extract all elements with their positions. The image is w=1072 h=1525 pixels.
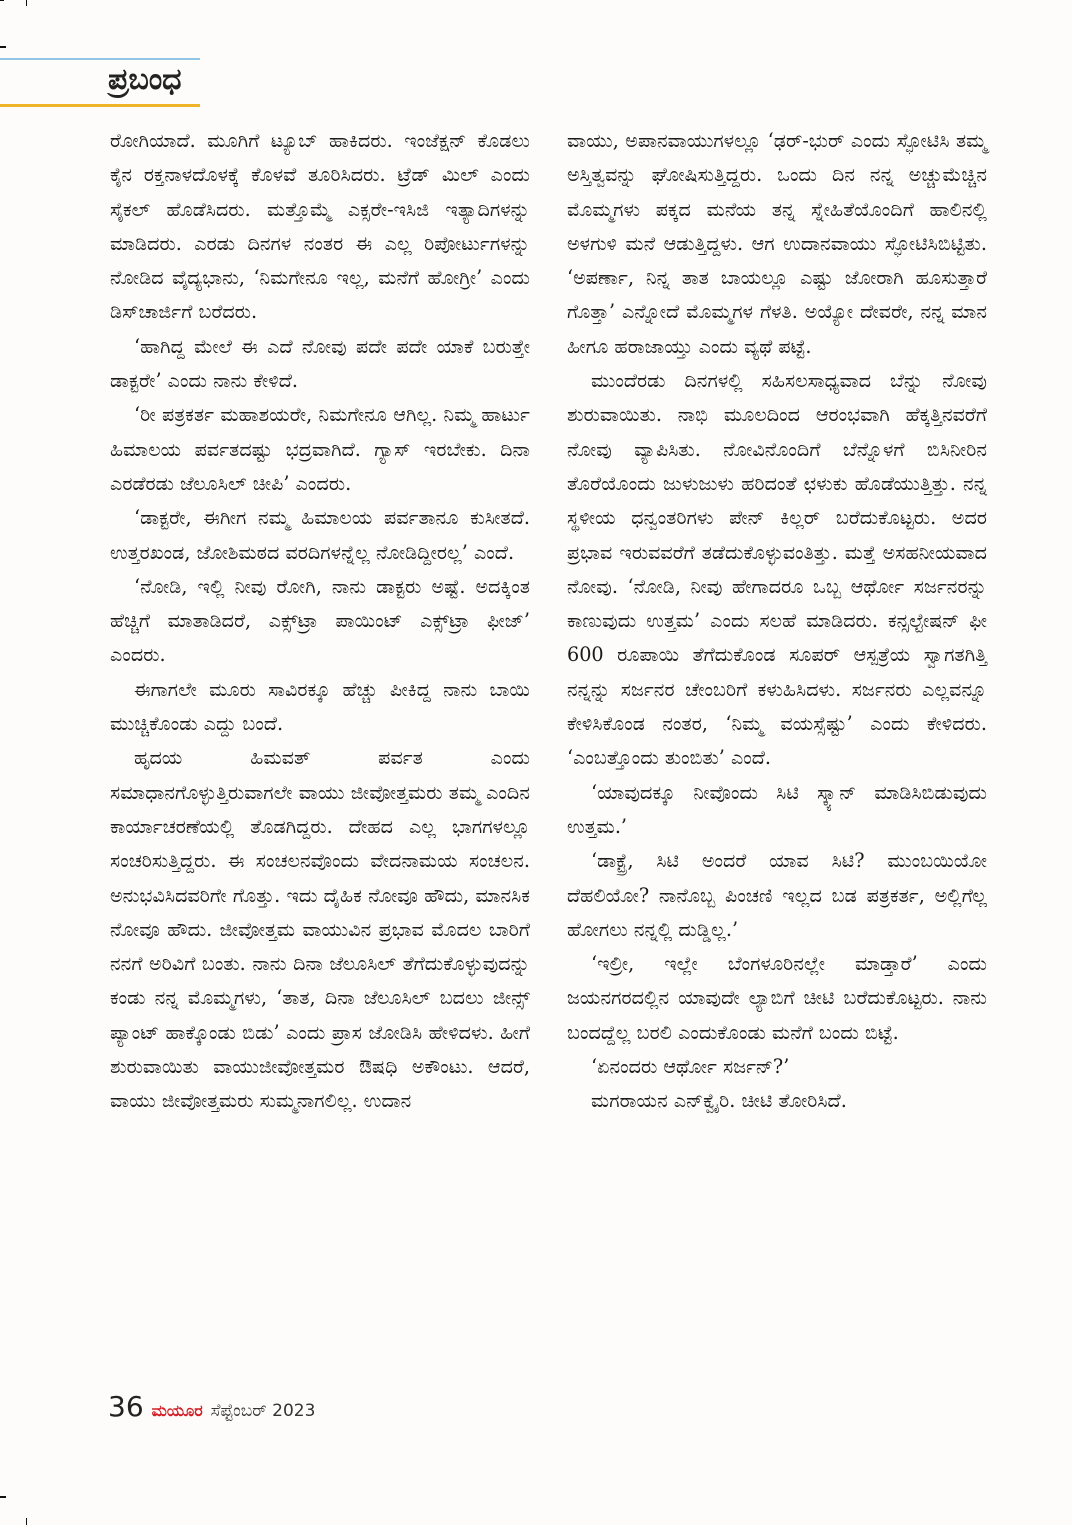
- article-column-right: [567, 124, 987, 1119]
- article-paragraph: ಈಗಾಗಲೇ ಮೂರು ಸಾವಿರಕ್ಕೂ ಹೆಚ್ಚು ಪೀಕಿದ್ದ ನಾನು ಬಾಯಿ ಮುಚ್ಚಿಕೊಂಡು ಎದ್ದು ಬಂದೆ.: [110, 677, 530, 736]
- article-paragraph: ಹೃದಯ ಹಿಮವತ್ ಪರ್ವತ ಎಂದು ಸಮಾಧಾನಗೊಳ್ಳುತ್ತಿರುವಾಗಲೇ ವಾಯು ಜೀವೋತ್ತಮರು ತಮ್ಮ ಎಂದಿನ ಕಾರ್ಯಾಚರಣೆಯಲ್ಲಿ ತೊಡಗಿದ್ದರು. ದೇಹದ ಎಲ್ಲ ಭಾಗಗಳಲ್ಲೂ ಸಂಚರಿಸುತ್ತಿದ್ದರು. ಈ ಸಂಚಲನವೊಂದು ವೇದನಾಮಯ ಸಂಚಲನ. ಅನುಭವಿಸಿದವರಿಗೇ ಗೊತ್ತು. ಇದು ದೈಹಿಕ ನೋವೂ ಹೌದು, ಮಾನಸಿಕ ನೋವೂ ಹೌದು. ಜೀವೋತ್ತಮ ವಾಯುವಿನ ಪ್ರಭಾವ ಮೊದಲ ಬಾರಿಗೆ ನನಗೆ ಅರಿವಿಗೆ ಬಂತು. ನಾನು ದಿನಾ ಜೆಲೂಸಿಲ್ ತೆಗೆದುಕೊಳ್ಳುವುದನ್ನು ಕಂಡು ನನ್ನ ಮೊಮ್ಮಗಳು, ‘ತಾತ, ದಿನಾ ಜೆಲೂಸಿಲ್ ಬದಲು ಜೀನ್ಸ್ ಪ್ಯಾಂಟ್ ಹಾಕ್ಕೊಂಡು ಬಿಡು’ ಎಂದು ಪ್ರಾಸ ಜೋಡಿಸಿ ಹೇಳಿದಳು. ಹೀಗೆ ಶುರುವಾಯಿತು ವಾಯುಜೀವೋತ್ತಮರ ಔಷಧಿ ಅಕೌಂಟು. ಆದರೆ, ವಾಯು ಜೀವೋತ್ತಮರು ಸುಮ್ಮನಾಗಲಿಲ್ಲ. ಉದಾನ: [110, 746, 530, 1113]
- crop-mark: [26, 1518, 27, 1525]
- article-paragraph: ‘ಏನಂದರು ಆರ್ಥೋ ಸರ್ಜನ್?’: [591, 1055, 790, 1079]
- article-paragraph: ಮಗರಾಯನ ಎನ್‌ಕ್ವೈರಿ. ಚೀಟಿ ತೋರಿಸಿದೆ.: [591, 1089, 847, 1113]
- crop-mark: [0, 46, 6, 48]
- crop-mark: [0, 1496, 6, 1498]
- article-paragraph: ‘ಇಲ್ರೀ, ಇಲ್ಲೇ ಬೆಂಗಳೂರಿನಲ್ಲೇ ಮಾಡ್ತಾರೆ’ ಎಂದು ಜಯನಗರದಲ್ಲಿನ ಯಾವುದೇ ಲ್ಯಾಬಿಗೆ ಚೀಟಿ ಬರೆದುಕೊಟ್ಟರು. ನಾನು ಬಂದದ್ದೆಲ್ಲ ಬರಲಿ ಎಂದುಕೊಂಡು ಮನೆಗೆ ಬಂದು ಬಿಟ್ಟೆ.: [567, 952, 987, 1044]
- article-paragraph: ‘ಡಾಕ್ಟ್ರೆ, ಸಿಟಿ ಅಂದರೆ ಯಾವ ಸಿಟಿ? ಮುಂಬಯಿಯೋ ದೆಹಲಿಯೋ? ನಾನೊಬ್ಬ ಪಿಂಚಣಿ ಇಲ್ಲದ ಬಡ ಪತ್ರಕರ್ತ, ಅಲ್ಲಿಗೆಲ್ಲ ಹೋಗಲು ನನ್ನಲ್ಲಿ ದುಡ್ಡಿಲ್ಲ.’: [567, 849, 987, 941]
- crop-mark: [26, 0, 27, 6]
- page-footer: [108, 1390, 315, 1423]
- crop-mark: [0, 0, 4, 1]
- article-paragraph: ‘ಹಾಗಿದ್ದ ಮೇಲೆ ಈ ಎದೆ ನೋವು ಪದೇ ಪದೇ ಯಾಕೆ ಬರುತ್ತೇ ಡಾಕ್ಟರೇ’ ಎಂದು ನಾನು ಕೇಳಿದೆ.: [110, 334, 530, 393]
- section-rule-top: [0, 58, 200, 60]
- article-paragraph: ‘ಡಾಕ್ಟರೇ, ಈಗೀಗ ನಮ್ಮ ಹಿಮಾಲಯ ಪರ್ವತಾನೂ ಕುಸೀತದೆ. ಉತ್ತರಖಂಡ, ಜೋಶಿಮಠದ ವರದಿಗಳನ್ನೆಲ್ಲ ನೋಡಿದ್ದೀರಲ್ಲ’ ಎಂದೆ.: [110, 506, 530, 564]
- section-title: ಪ್ರಬಂಧ: [108, 62, 182, 97]
- page-number: 36: [108, 1390, 144, 1423]
- article-paragraph: ರೋಗಿಯಾದೆ. ಮೂಗಿಗೆ ಟ್ಯೂಬ್ ಹಾಕಿದರು. ಇಂಜೆಕ್ಷನ್ ಕೊಡಲು ಕೈನ ರಕ್ತನಾಳದೊಳಕ್ಕೆ ಕೊಳವೆ ತೂರಿಸಿದರು. ಟ್ರೆಡ್ ಮಿಲ್ ಎಂದು ಸೈಕಲ್ ಹೊಡೆಸಿದರು. ಮತ್ತೊಮ್ಮೆ ಎಕ್ಸರೇ-ಇಸಿಜಿ ಇತ್ಯಾದಿಗಳನ್ನು ಮಾಡಿದರು. ಎರಡು ದಿನಗಳ ನಂತರ ಈ ಎಲ್ಲ ರಿಪೋರ್ಟುಗಳನ್ನು ನೋಡಿದ ವೈದ್ಯಭಾನು, ‘ನಿಮಗೇನೂ ಇಲ್ಲ, ಮನೆಗೆ ಹೋಗ್ರೀ’ ಎಂದು ಡಿಸ್‌ಚಾರ್ಜಿಗೆ ಬರೆದರು.: [110, 129, 530, 324]
- section-rule-bottom: [0, 104, 200, 107]
- article-paragraph: ‘ನೋಡಿ, ಇಲ್ಲಿ ನೀವು ರೋಗಿ, ನಾನು ಡಾಕ್ಟರು ಅಷ್ಟೆ. ಅದಕ್ಕಿಂತ ಹೆಚ್ಚಿಗೆ ಮಾತಾಡಿದರೆ, ಎಕ್ಸ್‌ಟ್ರಾ ಪಾಯಿಂಟ್ ಎಕ್ಸ್‌ಟ್ರಾ ಫೀಜ್’ ಎಂದರು.: [110, 574, 530, 667]
- issue-date: ಸೆಪ್ಟೆಂಬರ್ 2023: [210, 1401, 316, 1421]
- article-paragraph: ವಾಯು, ಅಪಾನವಾಯುಗಳಲ್ಲೂ ‘ಢರ್-ಭುರ್ ಎಂದು ಸ್ಫೋಟಿಸಿ ತಮ್ಮ ಅಸ್ತಿತ್ವವನ್ನು ಘೋಷಿಸುತ್ತಿದ್ದರು. ಒಂದು ದಿನ ನನ್ನ ಅಚ್ಚುಮೆಚ್ಚಿನ ಮೊಮ್ಮಗಳು ಪಕ್ಕದ ಮನೆಯ ತನ್ನ ಸ್ನೇಹಿತೆಯೊಂದಿಗೆ ಹಾಲಿನಲ್ಲಿ ಅಳಗುಳಿ ಮನೆ ಆಡುತ್ತಿದ್ದಳು. ಆಗ ಉದಾನವಾಯು ಸ್ಫೋಟಿಸಿಬಿಟ್ಟಿತು. ‘ಅಪರ್ಣಾ, ನಿನ್ನ ತಾತ ಬಾಯಲ್ಲೂ ಎಷ್ಟು ಜೋರಾಗಿ ಹೂಸುತ್ತಾರೆ ಗೊತ್ತಾ’ ಎನ್ನೋದೆ ಮೊಮ್ಮಗಳ ಗೆಳತಿ. ಅಯ್ಯೋ ದೇವರೇ, ನನ್ನ ಮಾನ ಹೀಗೂ ಹರಾಜಾಯ್ತು ಎಂದು ವ್ಯಥೆ ಪಟ್ಟೆ.: [567, 129, 987, 358]
- magazine-logo: ಮಯೂರ: [151, 1401, 203, 1420]
- article-paragraph: ಮುಂದೆರಡು ದಿನಗಳಲ್ಲಿ ಸಹಿಸಲಸಾಧ್ಯವಾದ ಬೆನ್ನು ನೋವು ಶುರುವಾಯಿತು. ನಾಭಿ ಮೂಲದಿಂದ ಆರಂಭವಾಗಿ ಹೆಕ್ಕತ್ತಿನವರೆಗೆ ನೋವು ವ್ಯಾಪಿಸಿತು. ನೋವಿನೊಂದಿಗೆ ಬೆನ್ನೊಳಗೆ ಬಿಸಿನೀರಿನ ತೊರೆಯೊಂದು ಜುಳುಜುಳು ಹರಿದಂತೆ ಛಳುಕು ಹೊಡೆಯುತ್ತಿತ್ತು. ನನ್ನ ಸ್ಥಳೀಯ ಧನ್ವಂತರಿಗಳು ಪೇನ್ ಕಿಲ್ಲರ್ ಬರೆದುಕೊಟ್ಟರು. ಅದರ ಪ್ರಭಾವ ಇರುವವರೆಗೆ ತಡೆದುಕೊಳ್ಳುವಂತಿತ್ತು. ಮತ್ತೆ ಅಸಹನೀಯವಾದ ನೋವು. ‘ನೋಡಿ, ನೀವು ಹೇಗಾದರೂ ಒಬ್ಬ ಆರ್ಥೋ ಸರ್ಜನರನ್ನು ಕಾಣುವುದು ಉತ್ತಮ’ ಎಂದು ಸಲಹೆ ಮಾಡಿದರು. ಕನ್ಸಲ್ಟೇಷನ್ ಫೀ 600 ರೂಪಾಯಿ ತೆಗೆದುಕೊಂಡ ಸೂಪರ್ ಆಸ್ಪತ್ರೆಯ ಸ್ವಾಗತಗಿತ್ತಿ ನನ್ನನ್ನು ಸರ್ಜನರ ಚೇಂಬರಿಗೆ ಕಳುಹಿಸಿದಳು. ಸರ್ಜನರು ಎಲ್ಲವನ್ನೂ ಕೇಳಿಸಿಕೊಂಡ ನಂತರ, ‘ನಿಮ್ಮ ವಯಸ್ಸೆಷ್ಟು’ ಎಂದು ಕೇಳಿದರು. ‘ಎಂಬತ್ತೊಂದು ತುಂಬಿತು’ ಎಂದೆ.: [567, 369, 987, 770]
- article-column-left: [110, 124, 530, 1119]
- article-paragraph: ‘ಯಾವುದಕ್ಕೂ ನೀವೊಂದು ಸಿಟಿ ಸ್ಕ್ಯಾನ್ ಮಾಡಿಸಿಬಿಡುವುದು ಉತ್ತಮ.’: [567, 780, 987, 838]
- article-paragraph: ‘ರೀ ಪತ್ರಕರ್ತ ಮಹಾಶಯರೇ, ನಿಮಗೇನೂ ಆಗಿಲ್ಲ. ನಿಮ್ಮ ಹಾರ್ಟು ಹಿಮಾಲಯ ಪರ್ವತದಷ್ಟು ಭದ್ರವಾಗಿದೆ. ಗ್ಯಾಸ್ ಇರಬೇಕು. ದಿನಾ ಎರಡೆರಡು ಜೆಲೂಸಿಲ್ ಚೀಪಿ’ ಎಂದರು.: [110, 403, 530, 495]
